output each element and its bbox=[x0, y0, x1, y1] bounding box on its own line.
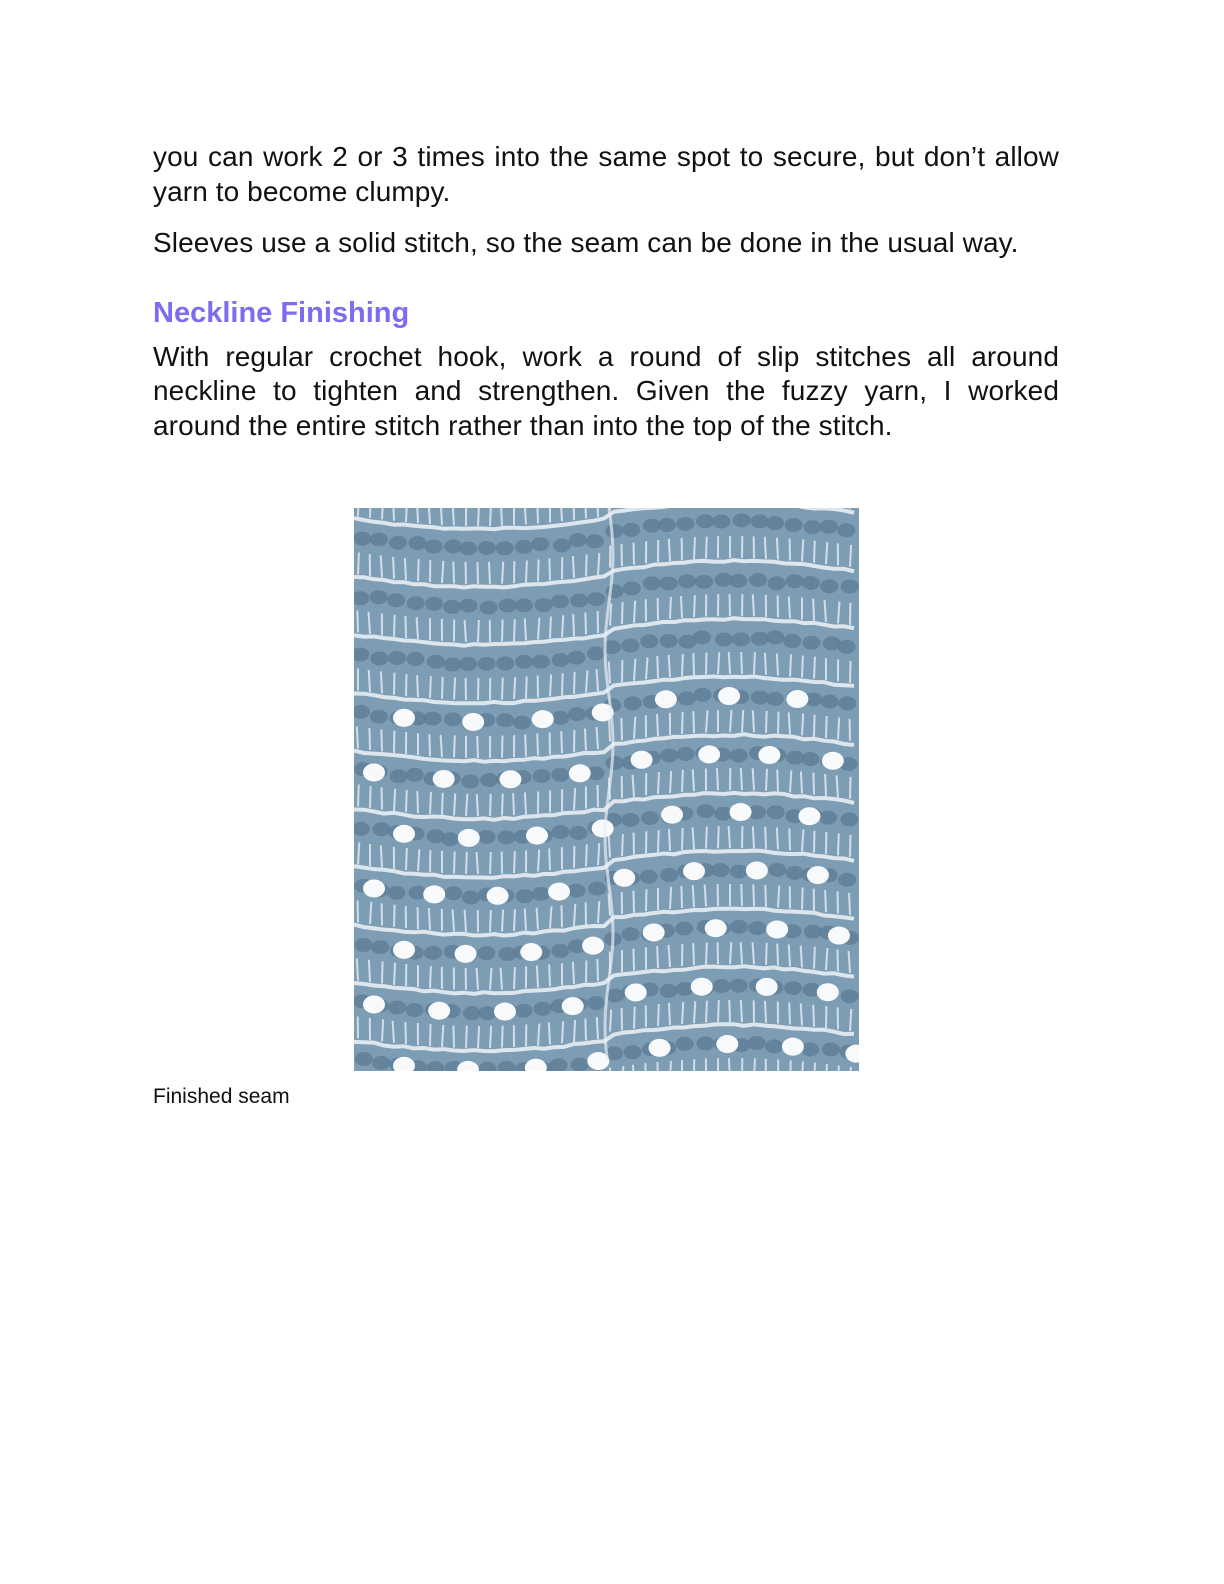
figure-caption: Finished seam bbox=[153, 1085, 290, 1108]
paragraph-neckline: With regular crochet hook, work a round of slip stitches all around neckline to tighten and strengthen. Given the fuzzy yarn, I worked around the entire stitch rather than into the top of the stitch. bbox=[153, 340, 1059, 441]
paragraph-seam-securing: you can work 2 or 3 times into the same spot to secure, but don’t allow yarn to become clumpy. bbox=[153, 141, 1059, 207]
finished-seam-photo bbox=[354, 508, 859, 1071]
section-heading-neckline: Neckline Finishing bbox=[153, 296, 410, 329]
page-content bbox=[153, 140, 1059, 443]
paragraph-sleeves: Sleeves use a solid stitch, so the seam can be done in the usual way. bbox=[153, 227, 1019, 258]
crochet-stitch-image bbox=[354, 508, 859, 1071]
